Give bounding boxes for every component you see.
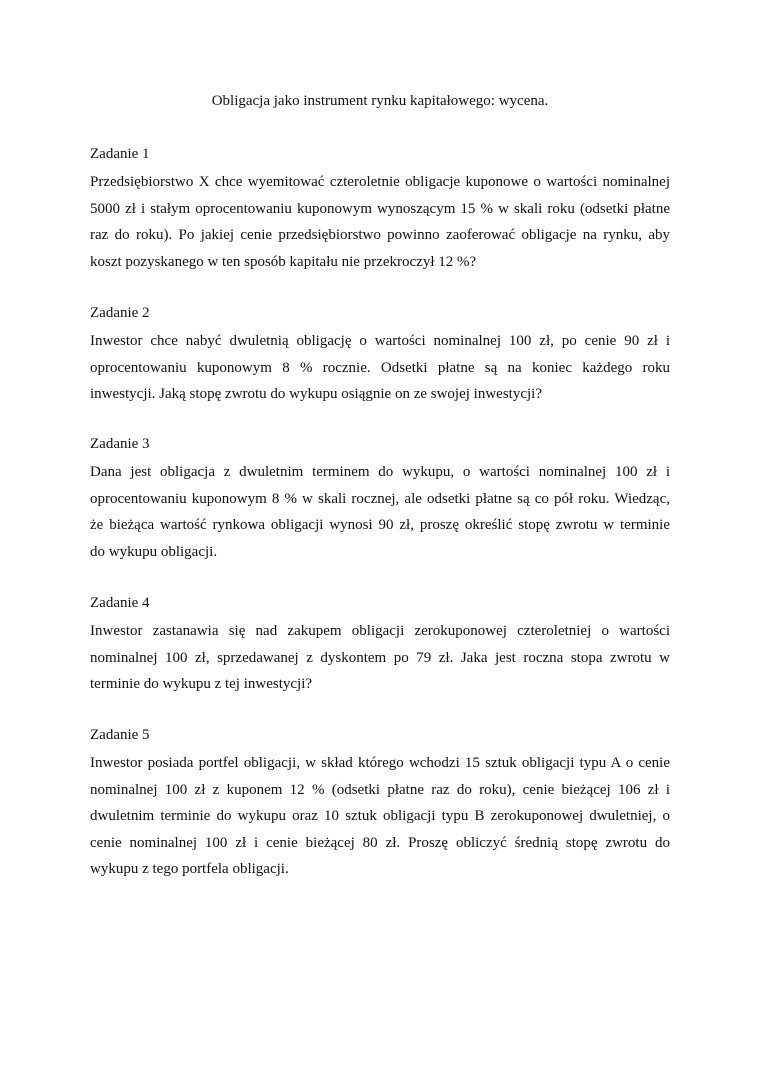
task-section-5 [90, 724, 670, 883]
task-heading: Zadanie 1 [90, 146, 150, 162]
task-line: nominalnej 100 zł z kuponem 12 % (odsetki płatne raz do roku), cenie bieżącej 106 zł i [90, 781, 670, 798]
task-line: Przedsiębiorstwo X chce wyemitować czteroletnie obligacje kuponowe o wartości nominalnej [90, 174, 670, 190]
task-heading: Zadanie 3 [90, 436, 150, 452]
task-line: że bieżąca wartość rynkowa obligacji wynosi 90 zł, proszę określić stopę zwrotu w terminie [90, 517, 670, 533]
task-line: oprocentowaniu kuponowym 8 % w skali rocznej, ale odsetki płatne są co pół roku. Wiedząc, [90, 490, 670, 507]
task-section-3 [90, 433, 670, 565]
task-body [90, 750, 670, 883]
task-line: terminie do wykupu z tej inwestycji? [90, 676, 313, 692]
task-line: nominalnej 100 zł, sprzedawanej z dyskontem po 79 zł. Jaka jest roczna stopa zwrotu w [90, 649, 670, 666]
task-line: koszt pozyskanego w ten sposób kapitału nie przekroczył 12 %? [90, 253, 477, 270]
task-section-2 [90, 302, 670, 408]
task-line: do wykupu obligacji. [90, 543, 218, 560]
task-body [90, 618, 670, 698]
task-line: 5000 zł i stałym oprocentowaniu kuponowym wynoszącym 15 % w skali roku (odsetki płatne [90, 200, 670, 217]
document-title: Obligacja jako instrument rynku kapitałowego: wycena. [211, 93, 549, 109]
task-line: inwestycji. Jaką stopę zwrotu do wykupu osiągnie on ze swojej inwestycji? [90, 386, 542, 402]
task-heading: Zadanie 4 [90, 595, 150, 611]
task-line: oprocentowaniu kuponowym 8 % rocznie. Odsetki płatne są na koniec każdego roku [90, 359, 670, 376]
task-line: Dana jest obligacja z dwuletnim terminem do wykupu, o wartości nominalnej 100 zł i [90, 464, 670, 480]
task-section-1 [90, 143, 670, 275]
task-line: Inwestor chce nabyć dwuletnią obligację o wartości nominalnej 100 zł, po cenie 90 zł i [90, 333, 670, 349]
task-heading: Zadanie 5 [90, 727, 150, 743]
task-body [90, 459, 670, 565]
task-line: raz do roku). Po jakiej cenie przedsiębiorstwo powinno zaoferować obligacje na rynku, aby [90, 227, 670, 243]
task-section-4 [90, 592, 670, 698]
task-body [90, 169, 670, 275]
task-heading: Zadanie 2 [90, 305, 150, 321]
task-line: cenie nominalnej 100 zł i cenie bieżącej 80 zł. Proszę obliczyć średnią stopę zwrotu do [90, 834, 670, 851]
task-line: Inwestor posiada portfel obligacji, w skład którego wchodzi 15 sztuk obligacji typu A o cenie [90, 755, 670, 771]
task-line: wykupu z tego portfela obligacji. [90, 861, 289, 877]
task-line: Inwestor zastanawia się nad zakupem obligacji zerokuponowej czteroletniej o wartości [90, 623, 670, 639]
task-line: dwuletnim terminie do wykupu oraz 10 sztuk obligacji typu B zerokuponowej dwuletniej, o [90, 808, 670, 824]
task-body [90, 328, 670, 408]
